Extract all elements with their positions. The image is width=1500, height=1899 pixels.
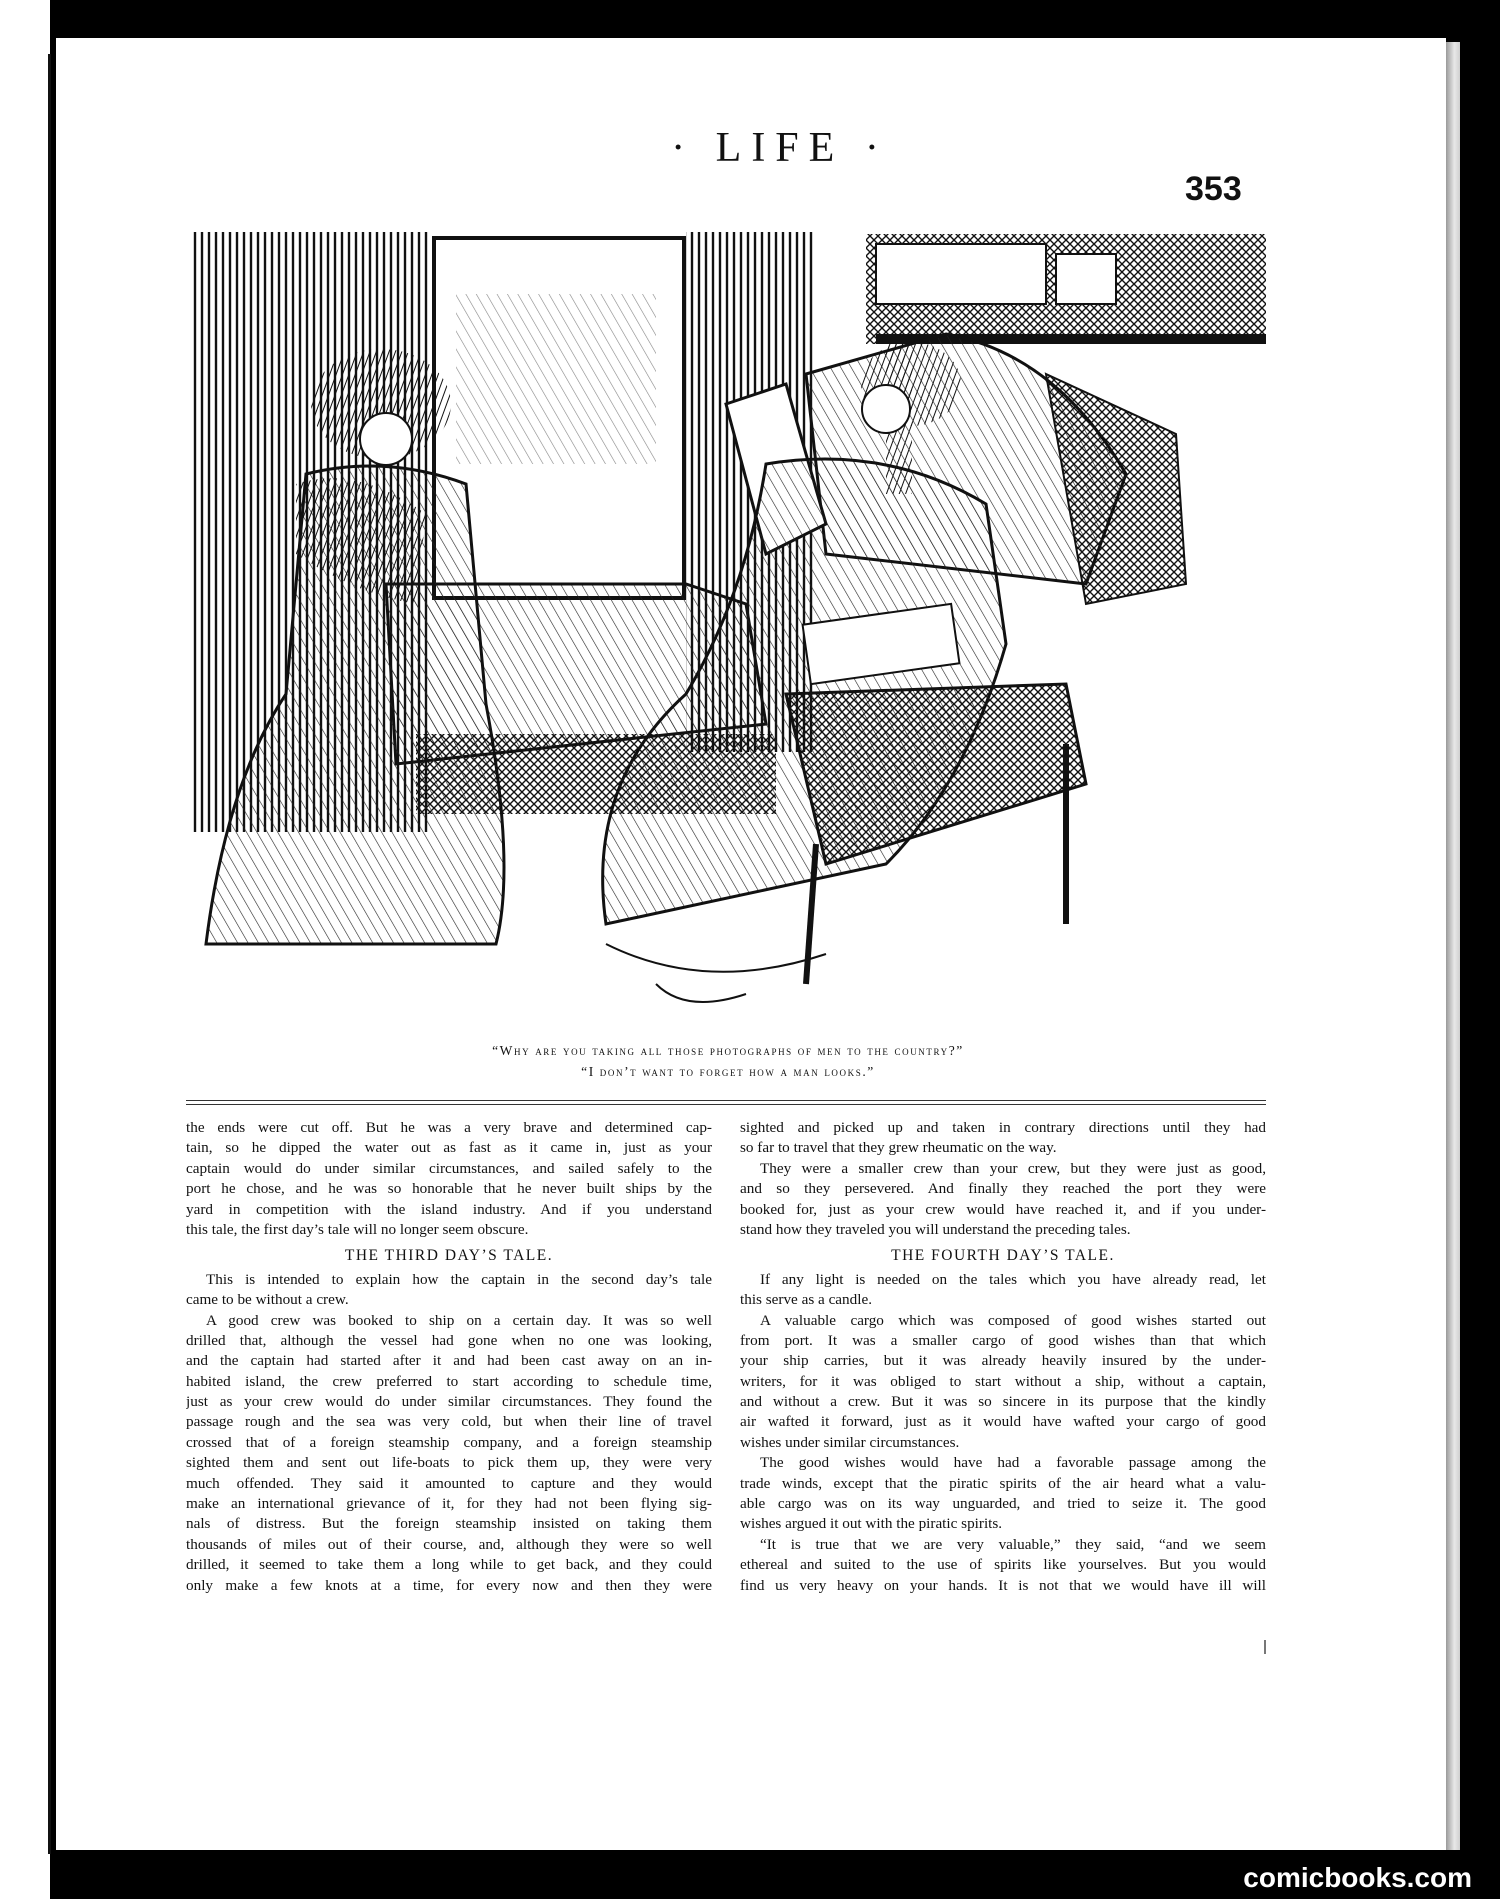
text-line: tain, so he dipped the water out as fast as it came in, just as your xyxy=(186,1139,712,1157)
text-line: air wafted it forward, just as it would have wafted your cargo of good xyxy=(740,1413,1266,1431)
text-line: wishes under similar circumstances. xyxy=(740,1433,960,1451)
page-edge-shadow xyxy=(1446,42,1460,1850)
paragraph xyxy=(186,1270,712,1311)
text-line: the ends were cut off. But he was a very brave and determined cap- xyxy=(186,1119,712,1136)
divider-rule xyxy=(186,1104,1266,1105)
watermark: comicbooks.com xyxy=(1243,1862,1472,1893)
text-line: captain would do under similar circumstances, and sailed safely to the xyxy=(186,1159,712,1177)
text-line: this tale, the first day’s tale will no longer seem obscure. xyxy=(186,1220,529,1238)
text-line: A good crew was booked to ship on a certain day. It was so well xyxy=(206,1311,712,1329)
scan-background-left xyxy=(0,0,50,1899)
text-line: much offended. They said it amounted to capture and they would xyxy=(186,1474,712,1492)
text-line: habited island, the crew preferred to start according to schedule time, xyxy=(186,1372,712,1390)
paragraph xyxy=(740,1453,1266,1535)
article-column-right xyxy=(740,1118,1266,1596)
text-line: They were a smaller crew than your crew, but they were just as good, xyxy=(760,1159,1266,1177)
text-line: and the captain had started after it and had been cast away on an in- xyxy=(186,1352,712,1370)
text-line: so far to travel that they grew rheumatic on the way. xyxy=(740,1139,1057,1157)
text-line: and without a crew. But it was so sincere in its purpose that the kindly xyxy=(740,1393,1266,1411)
print-mark xyxy=(1264,1640,1266,1654)
facing-page-edge xyxy=(48,54,51,1854)
text-line: your ship carries, but it was already heavily insured by the under- xyxy=(740,1352,1266,1370)
text-line: The good wishes would have had a favorable passage among the xyxy=(760,1454,1266,1472)
text-line: yard in competition with the island industry. And if you understand xyxy=(186,1200,712,1218)
text-line: crossed that of a foreign steamship company, and a foreign steamship xyxy=(186,1433,712,1451)
text-line: sighted them and sent out life-boats to pick them up, they were very xyxy=(186,1454,712,1472)
text-line: passage rough and the sea was very cold, but when their line of travel xyxy=(186,1413,712,1431)
paragraph xyxy=(740,1159,1266,1241)
paragraph xyxy=(186,1118,712,1240)
text-line: thousands of miles out of their course, and, although they were so well xyxy=(186,1535,712,1553)
paragraph xyxy=(740,1535,1266,1596)
text-line: just as your crew would do under similar circumstances. They found the xyxy=(186,1393,712,1411)
pen-and-ink-illustration-icon xyxy=(186,224,1270,1024)
text-line: only make a few knots at a time, for every now and then they were xyxy=(186,1576,712,1594)
text-line: wishes argued it out with the piratic spirits. xyxy=(740,1515,1003,1533)
text-line: make an international grievance of it, for they had not been flying sig- xyxy=(186,1495,712,1513)
section-heading: THE THIRD DAY’S TALE. xyxy=(344,1247,554,1265)
paragraph xyxy=(740,1311,1266,1454)
text-line: “It is true that we are very valuable,” they said, “and we seem xyxy=(760,1535,1266,1553)
text-line: writers, for it was obliged to start without a ship, without a captain, xyxy=(740,1372,1266,1390)
text-line: drilled that, although the vessel had gone when no one was looking, xyxy=(186,1331,712,1349)
caption-line-answer: “I don’t want to forget how a man looks.” xyxy=(581,1064,875,1079)
text-line: ethereal and suited to the use of spirits like yourselves. But you would xyxy=(740,1556,1266,1574)
paragraph xyxy=(740,1118,1266,1159)
caption-line-question: “Why are you taking all those photographs of men to the country?” xyxy=(492,1043,964,1058)
text-line: This is intended to explain how the captain in the second day’s tale xyxy=(206,1270,712,1288)
section-heading: THE FOURTH DAY’S TALE. xyxy=(891,1247,1115,1265)
masthead-title: · LIFE · xyxy=(671,125,889,171)
text-line: able cargo was on its way unguarded, and tried to seize it. The good xyxy=(740,1495,1266,1513)
text-line: find us very heavy on your hands. It is not that we would have ill will xyxy=(740,1576,1266,1594)
text-line: stand how they traveled you will understand the preceding tales. xyxy=(740,1220,1131,1238)
paragraph xyxy=(186,1311,712,1596)
text-line: booked for, just as your crew would have reached it, and if you under- xyxy=(740,1200,1266,1218)
text-line: A valuable cargo which was composed of good wishes started out xyxy=(760,1311,1266,1329)
text-line: from port. It was a smaller cargo of good wishes than that which xyxy=(740,1331,1266,1349)
text-line: drilled, it seemed to take them a long while to get back, and they could xyxy=(186,1556,712,1574)
text-line: this serve as a candle. xyxy=(740,1291,872,1309)
text-line: came to be without a crew. xyxy=(186,1291,349,1309)
text-line: trade winds, except that the piratic spirits of the air heard what a valu- xyxy=(740,1474,1266,1492)
text-line: port he chose, and he was so honorable that he never built ships by the xyxy=(186,1180,712,1198)
article-column-left xyxy=(186,1118,712,1596)
text-line: If any light is needed on the tales which you have already read, let xyxy=(760,1270,1266,1288)
paragraph xyxy=(740,1270,1266,1311)
text-line: and so they persevered. And finally they reached the port they were xyxy=(740,1180,1266,1198)
text-line: sighted and picked up and taken in contrary directions until they had xyxy=(740,1119,1266,1136)
illustration-caption xyxy=(186,1040,1270,1082)
text-line: nals of distress. But the foreign steamship insisted on taking them xyxy=(186,1515,712,1533)
divider-rule xyxy=(186,1100,1266,1101)
page-number: 353 xyxy=(1185,170,1242,208)
